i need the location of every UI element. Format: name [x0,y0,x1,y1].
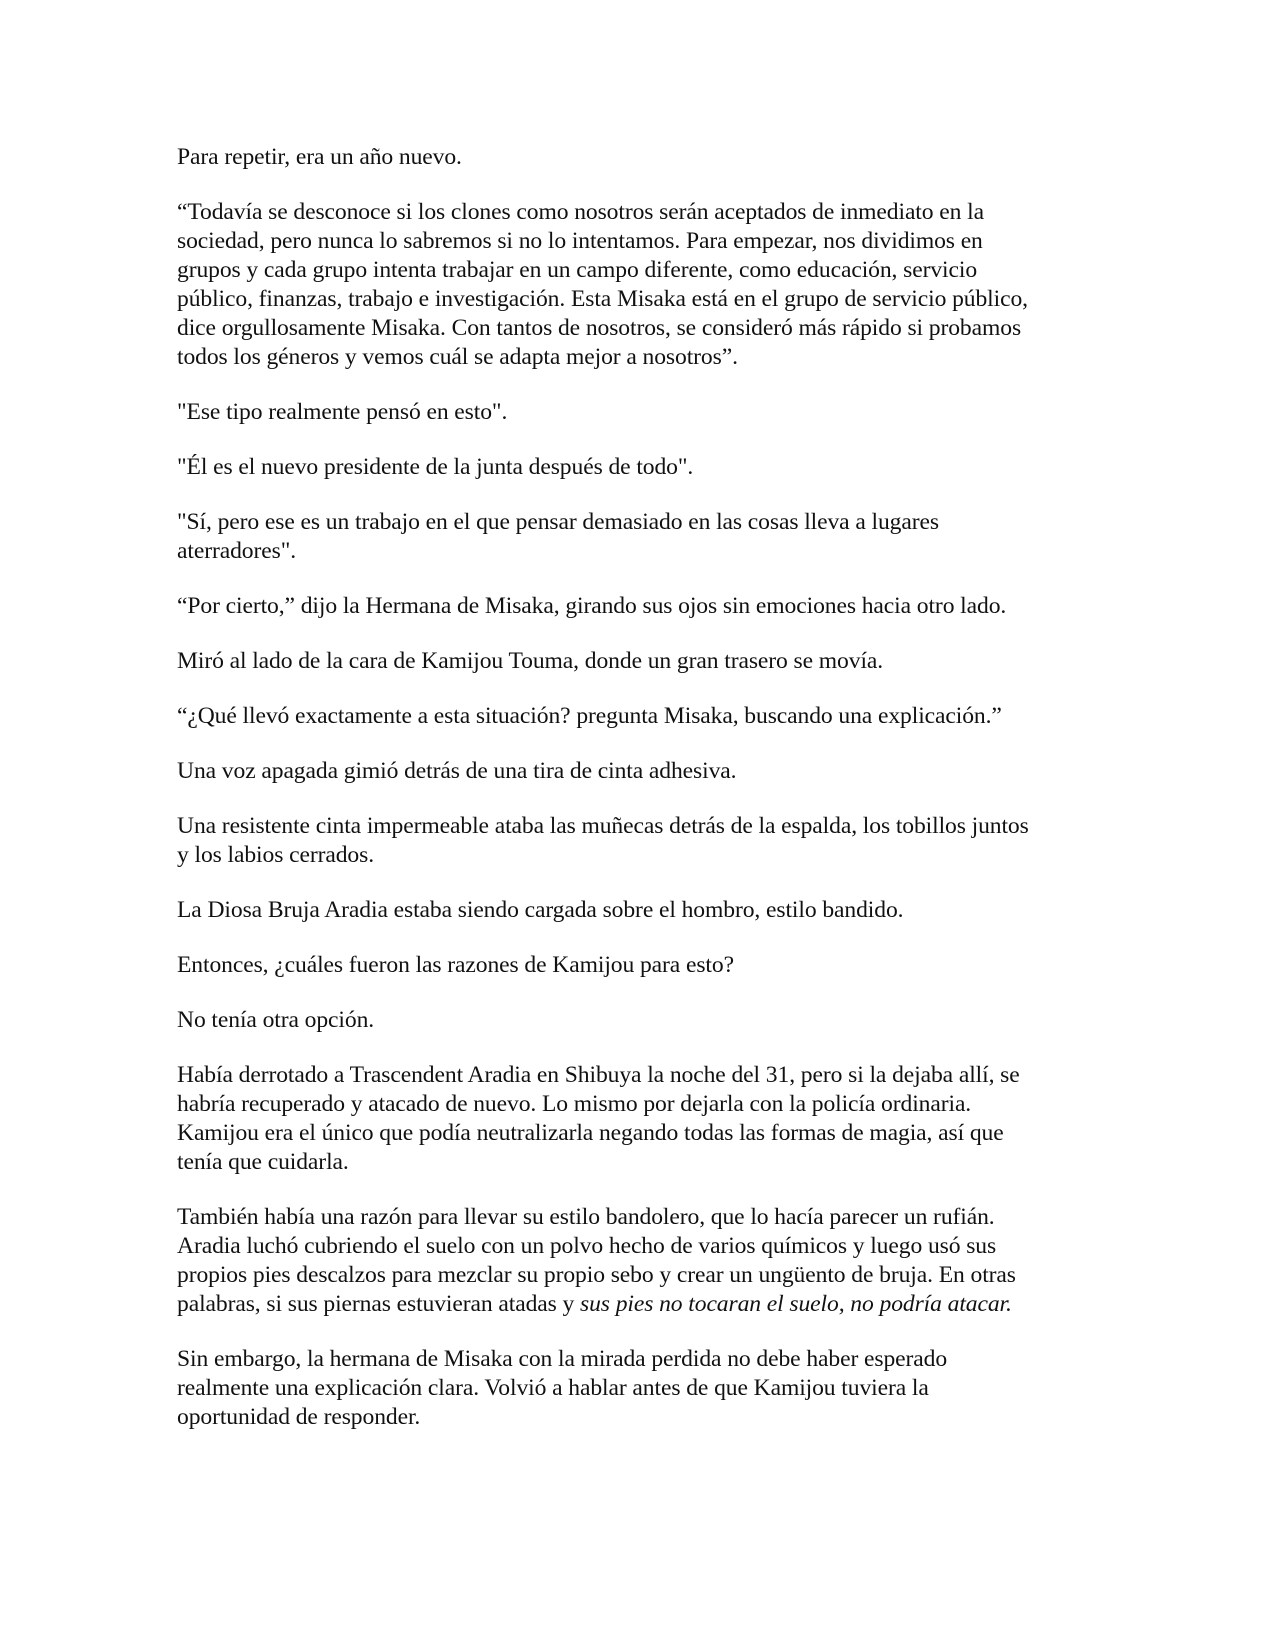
paragraph [177,592,1097,621]
text-line: Entonces, ¿cuáles fueron las razones de Kamijou para esto? [177,952,734,978]
text-line: y los labios cerrados. [177,842,374,868]
text-line: tenía que cuidarla. [177,1149,349,1175]
paragraph [177,812,1097,870]
text-line: La Diosa Bruja Aradia estaba siendo cargada sobre el hombro, estilo bandido. [177,897,904,923]
text-line: No tenía otra opción. [177,1007,375,1033]
text-line: propios pies descalzos para mezclar su propio sebo y crear un ungüento de bruja. En otras [177,1262,1016,1288]
text-line-mixed [177,1290,1097,1319]
text-line: dice orgullosamente Misaka. Con tantos de nosotros, se consideró más rápido si probamos [177,315,1022,341]
paragraph [177,951,1097,980]
paragraph [177,647,1097,676]
paragraph [177,508,1097,566]
text-line: "Sí, pero ese es un trabajo en el que pensar demasiado en las cosas lleva a lugares [177,509,939,535]
text-line: oportunidad de responder. [177,1404,421,1430]
text-line: todos los géneros y vemos cuál se adapta mejor a nosotros”. [177,344,738,370]
text-line: “¿Qué llevó exactamente a esta situación? pregunta Misaka, buscando una explicación.” [177,703,1002,729]
text-line: Sin embargo, la hermana de Misaka con la mirada perdida no debe haber esperado [177,1346,948,1372]
text-line: También había una razón para llevar su estilo bandolero, que lo hacía parecer un rufián. [177,1204,995,1230]
text-line: "Ese tipo realmente pensó en esto". [177,399,508,425]
italic-text-run: sus pies no tocaran el suelo, no podría atacar. [580,1291,1012,1317]
paragraph [177,1345,1097,1432]
paragraph [177,453,1097,482]
text-line: Miró al lado de la cara de Kamijou Touma, donde un gran trasero se movía. [177,648,884,674]
text-run: palabras, si sus piernas estuvieran atadas y [177,1291,581,1317]
document-body [177,143,1097,1458]
paragraph [177,398,1097,427]
text-line: aterradores". [177,538,297,564]
text-line: Aradia luchó cubriendo el suelo con un polvo hecho de varios químicos y luego usó sus [177,1233,997,1259]
text-line: Para repetir, era un año nuevo. [177,144,462,170]
text-line: sociedad, pero nunca lo sabremos si no lo intentamos. Para empezar, nos dividimos en [177,228,983,254]
paragraph [177,143,1097,172]
text-line: “Por cierto,” dijo la Hermana de Misaka, girando sus ojos sin emociones hacia otro lado. [177,593,1007,619]
paragraph [177,702,1097,731]
text-line: realmente una explicación clara. Volvió a hablar antes de que Kamijou tuviera la [177,1375,929,1401]
paragraph [177,198,1097,372]
text-line: "Él es el nuevo presidente de la junta después de todo". [177,454,694,480]
paragraph [177,896,1097,925]
text-line: grupos y cada grupo intenta trabajar en un campo diferente, como educación, servicio [177,257,978,283]
text-line: habría recuperado y atacado de nuevo. Lo mismo por dejarla con la policía ordinaria. [177,1091,972,1117]
text-line: Kamijou era el único que podía neutralizarla negando todas las formas de magia, así que [177,1120,1004,1146]
text-line: “Todavía se desconoce si los clones como nosotros serán aceptados de inmediato en la [177,199,984,225]
paragraph [177,757,1097,786]
text-line: público, finanzas, trabajo e investigación. Esta Misaka está en el grupo de servicio público, [177,286,1028,312]
paragraph [177,1006,1097,1035]
paragraph [177,1203,1097,1319]
text-line: Había derrotado a Trascendent Aradia en Shibuya la noche del 31, pero si la dejaba allí, se [177,1062,1020,1088]
paragraph [177,1061,1097,1177]
text-line: Una resistente cinta impermeable ataba las muñecas detrás de la espalda, los tobillos juntos [177,813,1029,839]
text-line: Una voz apagada gimió detrás de una tira de cinta adhesiva. [177,758,737,784]
